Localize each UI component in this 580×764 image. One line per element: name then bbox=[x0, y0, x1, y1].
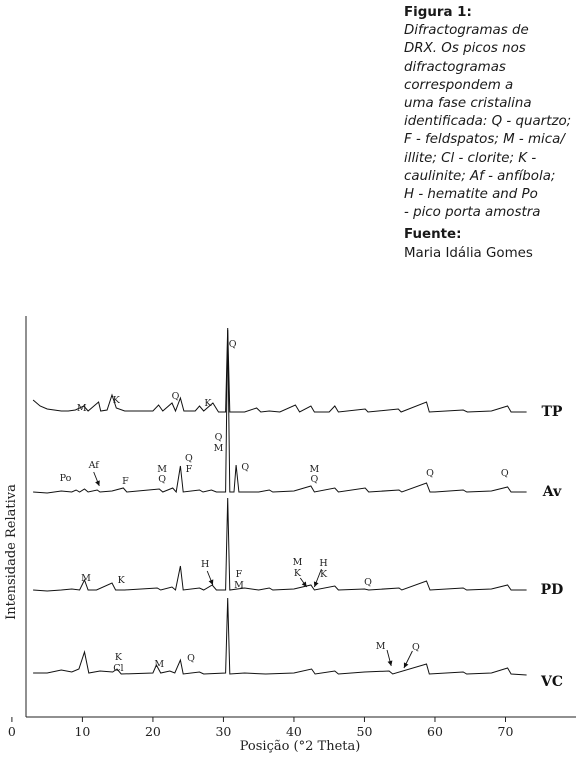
peak-label: Q bbox=[158, 474, 166, 485]
peak-label: H bbox=[319, 558, 328, 569]
x-tick-label: 60 bbox=[427, 724, 443, 739]
x-axis-title: Posição (°2 Theta) bbox=[239, 739, 361, 754]
peak-label: M bbox=[292, 557, 303, 568]
peak-label: Q bbox=[412, 642, 420, 653]
peak-label: M bbox=[375, 641, 386, 652]
peak-label: K bbox=[114, 652, 122, 663]
x-tick-label: 40 bbox=[285, 724, 302, 739]
sample-labels bbox=[540, 404, 563, 690]
x-tick-label: 0 bbox=[7, 724, 16, 739]
caption-line: difractogramas bbox=[404, 59, 506, 75]
x-tick-label: 30 bbox=[215, 724, 232, 739]
peak-label: K bbox=[117, 575, 125, 586]
y-axis-title: Intensidade Relativa bbox=[4, 484, 19, 620]
sample-label-tp: TP bbox=[541, 404, 563, 420]
peak-label: Q bbox=[228, 339, 237, 350]
sample-label-av: Av bbox=[542, 484, 562, 500]
peak-label: Q bbox=[500, 468, 509, 479]
diffractogram-traces bbox=[33, 328, 526, 675]
peak-label: Q bbox=[184, 453, 193, 464]
x-tick-label: 10 bbox=[74, 724, 91, 739]
peak-label: K bbox=[204, 398, 212, 409]
caption-line: uma fase cristalina bbox=[404, 96, 532, 112]
caption-line: H - hematite and Po bbox=[404, 187, 538, 203]
peak-label: K bbox=[293, 568, 302, 579]
trace-vc bbox=[33, 598, 526, 675]
caption-line: Difractogramas de bbox=[404, 23, 529, 39]
peak-label: M bbox=[309, 464, 320, 475]
peak-label: H bbox=[200, 559, 210, 570]
x-tick-label: 70 bbox=[497, 724, 514, 739]
peak-label: M bbox=[154, 659, 165, 670]
peak-label: M bbox=[157, 464, 167, 475]
peak-label: Q bbox=[426, 468, 434, 479]
peak-label: Q bbox=[364, 577, 372, 588]
caption-label: Figura 1: bbox=[404, 5, 472, 20]
peak-label: K bbox=[320, 569, 328, 580]
peak-label: F bbox=[122, 476, 129, 487]
peak-label: Q bbox=[214, 432, 223, 443]
caption-line: illite; Cl - clorite; K - bbox=[404, 150, 537, 166]
peak-label: K bbox=[112, 395, 120, 406]
sample-label-pd: PD bbox=[540, 582, 564, 598]
arrow-head bbox=[388, 661, 393, 666]
peak-label: M bbox=[234, 580, 244, 591]
peak-arrows bbox=[94, 472, 413, 668]
trace-tp bbox=[33, 328, 526, 412]
peak-label: Q bbox=[241, 462, 250, 473]
peak-label: F bbox=[185, 464, 193, 475]
source-text: Maria Idália Gomes bbox=[404, 245, 533, 261]
peak-label: Po bbox=[59, 473, 72, 484]
caption-line: F - feldspatos; M - mica/ bbox=[404, 132, 565, 148]
peak-label: Q bbox=[310, 474, 319, 485]
peak-label: Cl bbox=[113, 663, 124, 674]
x-tick-label: 50 bbox=[356, 724, 373, 739]
peak-label: Af bbox=[88, 460, 99, 471]
peak-label: M bbox=[76, 403, 87, 414]
caption-line: DRX. Os picos nos bbox=[404, 41, 526, 57]
x-ticks bbox=[8, 717, 514, 739]
caption-line: identificada: Q - quartzo; bbox=[404, 114, 572, 130]
trace-pd bbox=[33, 498, 526, 591]
peak-labels bbox=[60, 339, 509, 674]
peak-label: Q bbox=[171, 391, 180, 402]
peak-label: F bbox=[235, 569, 243, 580]
peak-label: M bbox=[213, 443, 224, 454]
sample-label-vc: VC bbox=[540, 674, 564, 690]
caption-line: correspondem a bbox=[404, 77, 514, 93]
peak-label: M bbox=[81, 573, 91, 584]
caption-line: - pico porta amostra bbox=[404, 205, 541, 221]
peak-label: Q bbox=[187, 653, 195, 664]
caption-line: caulinite; Af - anfíbola; bbox=[404, 168, 556, 184]
x-tick-label: 20 bbox=[144, 724, 161, 739]
source-label: Fuente: bbox=[404, 227, 462, 243]
